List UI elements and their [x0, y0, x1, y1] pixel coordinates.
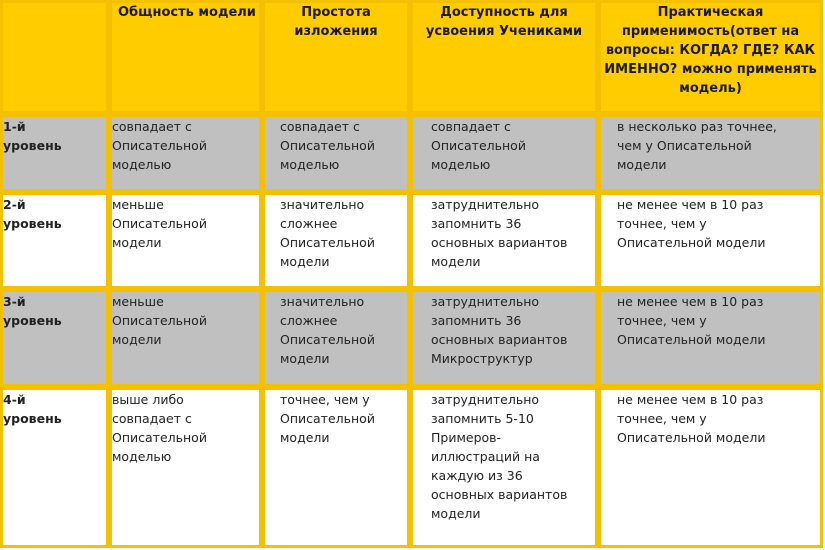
table-row: [0, 192, 823, 289]
applicability-cell: [598, 192, 823, 289]
cell-text: затруднительно запомнить 5-10 Примеров- иллюстраций на каждую из 36 основных вариантов модели: [431, 392, 568, 521]
cell-text: выше либо совпадает с Описательной моделью: [112, 392, 207, 464]
simplicity-header: Простота изложения: [262, 0, 410, 114]
simplicity-cell: [262, 114, 410, 192]
generality-cell: [109, 192, 262, 289]
table-row: [0, 387, 823, 548]
simplicity-cell: [262, 387, 410, 548]
cell-text: затруднительно запомнить 36 основных вариантов Микроструктур: [431, 294, 568, 366]
applicability-cell: [598, 289, 823, 387]
corner-header: [0, 0, 109, 114]
cell-text: меньше Описательной модели: [112, 197, 207, 250]
cell-text: точнее, чем у Описательной модели: [280, 392, 375, 445]
level-label: [0, 192, 109, 289]
cell-text: меньше Описательной модели: [112, 294, 207, 347]
accessibility-header: Доступность для усвоения Учениками: [410, 0, 598, 114]
level-text: 2-й уровень: [3, 197, 62, 231]
simplicity-cell: [262, 289, 410, 387]
accessibility-cell: [410, 114, 598, 192]
generality-cell: [109, 289, 262, 387]
cell-text: не менее чем в 10 раз точнее, чем у Описательной модели: [617, 197, 766, 250]
cell-text: в несколько раз точнее, чем у Описательной модели: [617, 119, 777, 172]
level-text: 1-й уровень: [3, 119, 62, 153]
table-row: [0, 289, 823, 387]
applicability-header: Практическая применимость(ответ на вопросы: КОГДА? ГДЕ? КАК ИМЕННО? можно применять модель): [598, 0, 823, 114]
cell-text: значительно сложнее Описательной модели: [280, 294, 375, 366]
simplicity-cell: [262, 192, 410, 289]
level-label: [0, 289, 109, 387]
generality-cell: [109, 387, 262, 548]
accessibility-cell: [410, 289, 598, 387]
cell-text: не менее чем в 10 раз точнее, чем у Описательной модели: [617, 294, 766, 347]
level-label: [0, 387, 109, 548]
level-text: 3-й уровень: [3, 294, 62, 328]
generality-header: Общность модели: [109, 0, 262, 114]
applicability-cell: [598, 114, 823, 192]
cell-text: затруднительно запомнить 36 основных вариантов модели: [431, 197, 568, 269]
cell-text: совпадает с Описательной моделью: [112, 119, 207, 172]
header-row: [0, 0, 823, 114]
generality-cell: [109, 114, 262, 192]
table-row: [0, 114, 823, 192]
accessibility-cell: [410, 387, 598, 548]
level-label: [0, 114, 109, 192]
cell-text: совпадает с Описательной моделью: [431, 119, 526, 172]
cell-text: значительно сложнее Описательной модели: [280, 197, 375, 269]
level-text: 4-й уровень: [3, 392, 62, 426]
cell-text: не менее чем в 10 раз точнее, чем у Описательной модели: [617, 392, 766, 445]
applicability-cell: [598, 387, 823, 548]
accessibility-cell: [410, 192, 598, 289]
cell-text: совпадает с Описательной моделью: [280, 119, 375, 172]
